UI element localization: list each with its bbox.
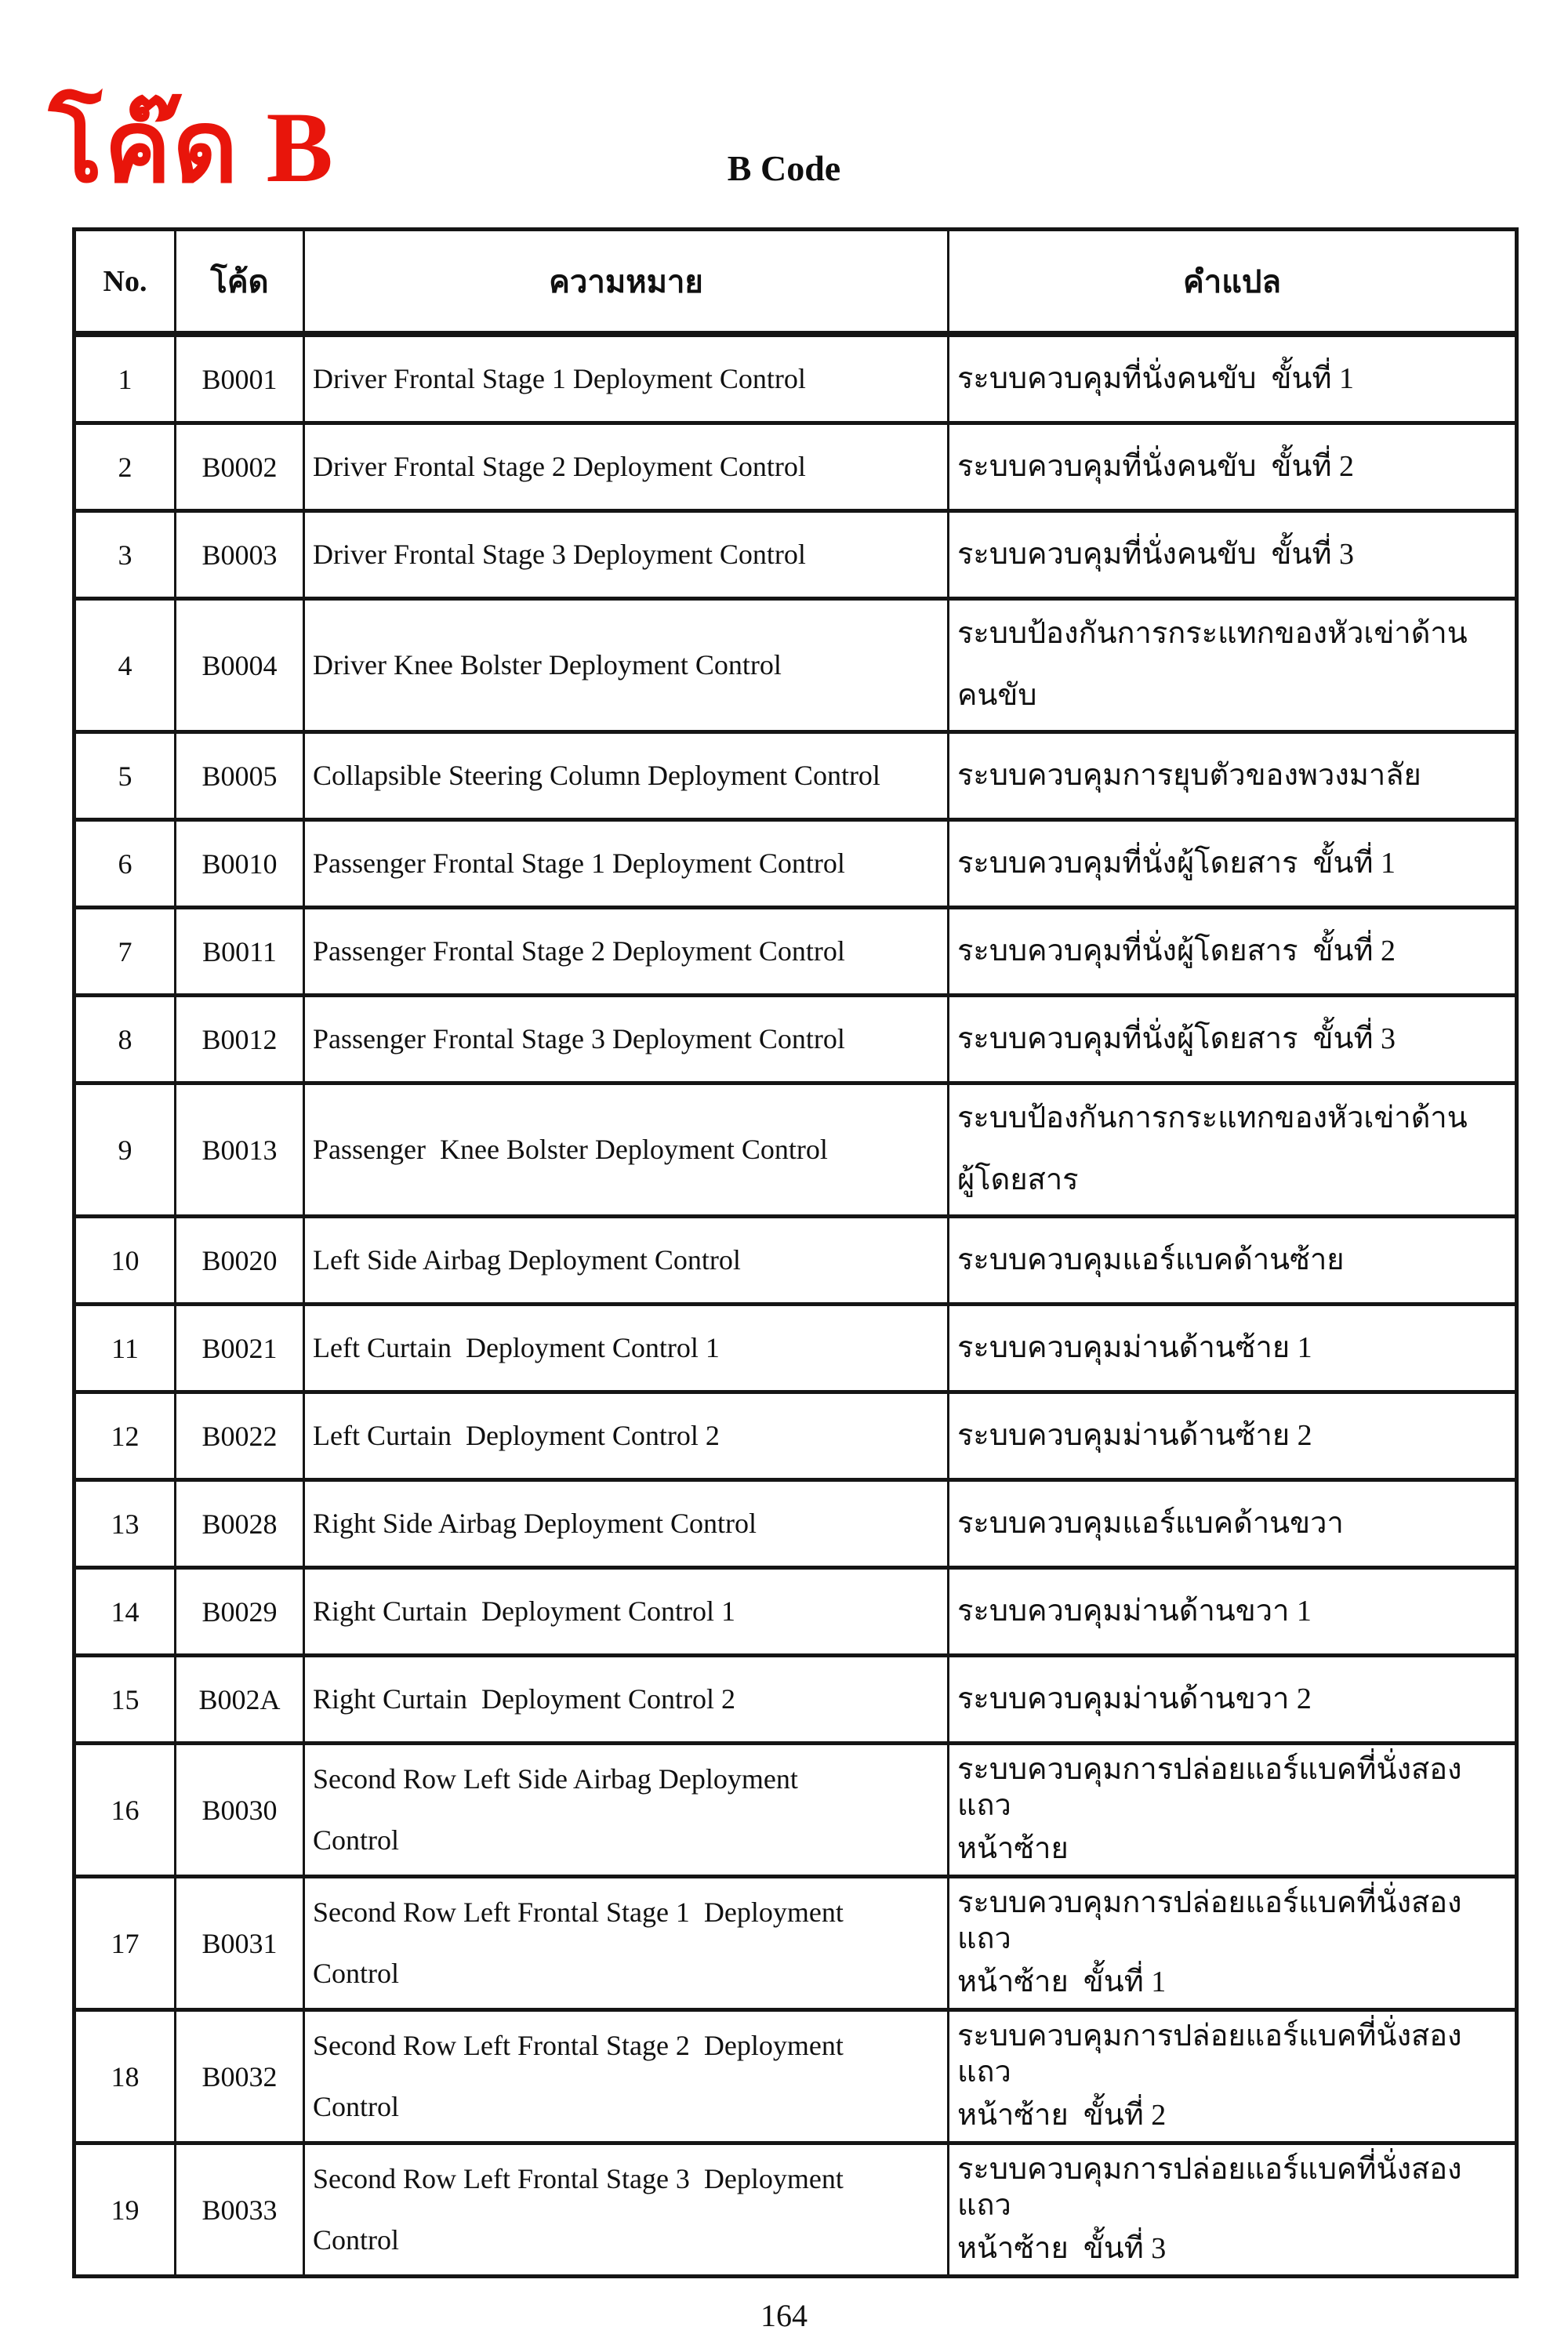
code-cell xyxy=(176,2012,305,2141)
meaning-cell xyxy=(305,1482,949,1566)
code-cell xyxy=(176,1482,305,1566)
code-cell xyxy=(176,1657,305,1741)
meaning-cell xyxy=(305,1878,949,2008)
code-cell xyxy=(176,1570,305,1653)
translation-line: ระบบควบคุมที่นั่งผู้โดยสาร ขั้นที่ 1 xyxy=(957,846,1396,880)
table-row xyxy=(76,1081,1515,1214)
translation-line: ระบบควบคุมม่านด้านซ้าย 1 xyxy=(957,1330,1312,1364)
translation-line: ระบบควบคุมที่นั่งผู้โดยสาร ขั้นที่ 3 xyxy=(957,1022,1396,1055)
code-value: B0013 xyxy=(201,1134,278,1166)
meaning-cell xyxy=(305,909,949,993)
code-value: B0029 xyxy=(201,1595,278,1628)
translation-line: ระบบควบคุมม่านด้านซ้าย 2 xyxy=(957,1418,1312,1452)
row-number: 1 xyxy=(118,363,132,395)
meaning-line: Driver Frontal Stage 1 Deployment Control xyxy=(313,362,806,394)
translation-line: หน้าซ้าย ขั้นที่ 2 xyxy=(957,2099,1167,2132)
table-row xyxy=(76,993,1515,1081)
translation-cell xyxy=(949,1394,1515,1478)
translation-line: ผู้โดยสาร xyxy=(957,1163,1079,1196)
code-value: B0020 xyxy=(201,1244,278,1276)
code-value: B0030 xyxy=(201,1794,278,1826)
header-translation-cell xyxy=(949,231,1515,331)
row-number-cell xyxy=(76,1657,176,1741)
translation-cell xyxy=(949,2012,1515,2141)
meaning-cell xyxy=(305,1745,949,1875)
translation-line: ระบบควบคุมที่นั่งคนขับ ขั้นที่ 1 xyxy=(957,361,1354,395)
code-value: B0001 xyxy=(201,363,278,395)
meaning-line: Collapsible Steering Column Deployment Control xyxy=(313,759,880,791)
code-value: B0003 xyxy=(201,539,278,571)
row-number-cell xyxy=(76,1394,176,1478)
header-meaning-cell xyxy=(305,231,949,331)
code-cell xyxy=(176,1394,305,1478)
table-row xyxy=(76,1653,1515,1741)
translation-cell xyxy=(949,1745,1515,1875)
meaning-cell xyxy=(305,822,949,906)
code-cell xyxy=(176,2145,305,2274)
translation-line: ระบบควบคุมการปล่อยแอร์แบคที่นั่งสองแถว xyxy=(957,2153,1462,2222)
code-cell xyxy=(176,1306,305,1390)
meaning-line: Control xyxy=(313,2224,400,2256)
translation-cell xyxy=(949,997,1515,1081)
meaning-cell xyxy=(305,2145,949,2274)
meaning-cell xyxy=(305,513,949,597)
meaning-line: Second Row Left Frontal Stage 3 Deployment xyxy=(313,2162,844,2194)
table-row xyxy=(76,2141,1515,2274)
meaning-line: Passenger Knee Bolster Deployment Control xyxy=(313,1133,828,1165)
row-number: 15 xyxy=(111,1683,140,1715)
row-number-cell xyxy=(76,2145,176,2274)
row-number: 16 xyxy=(111,1794,140,1826)
meaning-line: Passenger Frontal Stage 1 Deployment Control xyxy=(313,847,845,879)
table-row xyxy=(76,906,1515,993)
row-number: 19 xyxy=(111,2194,140,2226)
row-number-cell xyxy=(76,337,176,421)
code-value: B0033 xyxy=(201,2194,278,2226)
header-meaning-label: ความหมาย xyxy=(549,263,703,299)
translation-line: หน้าซ้าย ขั้นที่ 1 xyxy=(957,1965,1167,1999)
row-number-cell xyxy=(76,734,176,818)
translation-line: คนขับ xyxy=(957,678,1037,712)
meaning-line: Second Row Left Frontal Stage 1 Deployment xyxy=(313,1896,844,1928)
meaning-line: Left Side Airbag Deployment Control xyxy=(313,1243,741,1276)
page-title-thai: โค๊ด B xyxy=(49,92,335,203)
code-cell xyxy=(176,1218,305,1302)
translation-line: ระบบควบคุมม่านด้านขวา 2 xyxy=(957,1682,1312,1715)
header-no-label: No. xyxy=(103,264,147,298)
table-row xyxy=(76,1875,1515,2008)
meaning-cell xyxy=(305,337,949,421)
row-number-cell xyxy=(76,822,176,906)
translation-cell xyxy=(949,601,1515,730)
translation-line: หน้าซ้าย ขั้นที่ 3 xyxy=(957,2232,1167,2266)
table-row xyxy=(76,597,1515,730)
meaning-line: Control xyxy=(313,2091,400,2123)
page-number: 164 xyxy=(760,2298,808,2333)
meaning-line: Driver Frontal Stage 2 Deployment Control xyxy=(313,450,806,482)
translation-line: ระบบควบคุมการปล่อยแอร์แบคที่นั่งสองแถว xyxy=(957,2020,1462,2089)
meaning-cell xyxy=(305,1218,949,1302)
row-number: 4 xyxy=(118,649,132,681)
code-cell xyxy=(176,425,305,509)
row-number: 9 xyxy=(118,1134,132,1166)
row-number-cell xyxy=(76,2012,176,2141)
translation-cell xyxy=(949,909,1515,993)
translation-line: ระบบควบคุมแอร์แบคด้านซ้าย xyxy=(957,1243,1345,1276)
row-number: 17 xyxy=(111,1927,140,1959)
table-row xyxy=(76,818,1515,906)
code-cell xyxy=(176,337,305,421)
translation-line: ระบบควบคุมการยุบตัวของพวงมาลัย xyxy=(957,758,1421,792)
row-number: 14 xyxy=(111,1595,140,1628)
translation-line: ระบบควบคุมการปล่อยแอร์แบคที่นั่งสองแถว xyxy=(957,1753,1462,1822)
row-number-cell xyxy=(76,1306,176,1390)
meaning-cell xyxy=(305,601,949,730)
translation-cell xyxy=(949,1657,1515,1741)
meaning-line: Second Row Left Frontal Stage 2 Deployment xyxy=(313,2029,844,2061)
meaning-line: Left Curtain Deployment Control 2 xyxy=(313,1419,720,1451)
row-number-cell xyxy=(76,425,176,509)
code-value: B0010 xyxy=(201,848,278,880)
translation-cell xyxy=(949,1570,1515,1653)
row-number-cell xyxy=(76,1878,176,2008)
row-number-cell xyxy=(76,997,176,1081)
meaning-line: Passenger Frontal Stage 2 Deployment Control xyxy=(313,935,845,967)
row-number: 6 xyxy=(118,848,132,880)
code-value: B0012 xyxy=(201,1023,278,1055)
code-value: B0002 xyxy=(201,451,278,483)
code-value: B0005 xyxy=(201,760,278,792)
meaning-cell xyxy=(305,1306,949,1390)
row-number-cell xyxy=(76,513,176,597)
code-value: B0028 xyxy=(201,1508,278,1540)
translation-line: ระบบควบคุมการปล่อยแอร์แบคที่นั่งสองแถว xyxy=(957,1886,1462,1955)
translation-cell xyxy=(949,1306,1515,1390)
row-number: 13 xyxy=(111,1508,140,1540)
row-number-cell xyxy=(76,1745,176,1875)
header-code-label: โค้ด xyxy=(210,263,269,299)
meaning-cell xyxy=(305,1085,949,1214)
row-number: 3 xyxy=(118,539,132,571)
meaning-line: Right Curtain Deployment Control 1 xyxy=(313,1595,735,1627)
table-row xyxy=(76,1478,1515,1566)
translation-line: ระบบควบคุมแอร์แบคด้านขวา xyxy=(957,1506,1344,1540)
translation-cell xyxy=(949,337,1515,421)
translation-line: ระบบป้องกันการกระแทกของหัวเข่าด้าน xyxy=(957,617,1468,651)
table-row xyxy=(76,1390,1515,1478)
code-cell xyxy=(176,909,305,993)
translation-cell xyxy=(949,2145,1515,2274)
translation-line: หน้าซ้าย xyxy=(957,1832,1069,1866)
code-value: B0031 xyxy=(201,1927,278,1959)
meaning-line: Driver Frontal Stage 3 Deployment Control xyxy=(313,538,806,570)
table-row xyxy=(76,421,1515,509)
translation-cell xyxy=(949,1878,1515,2008)
row-number-cell xyxy=(76,1218,176,1302)
code-value: B002A xyxy=(198,1683,281,1715)
table-row xyxy=(76,1741,1515,1875)
meaning-line: Passenger Frontal Stage 3 Deployment Control xyxy=(313,1022,845,1054)
table-row xyxy=(76,1566,1515,1653)
code-cell xyxy=(176,997,305,1081)
row-number: 7 xyxy=(118,935,132,967)
b-code-table xyxy=(72,227,1519,2278)
meaning-cell xyxy=(305,734,949,818)
code-cell xyxy=(176,601,305,730)
meaning-cell xyxy=(305,2012,949,2141)
table-header-row xyxy=(76,231,1515,333)
header-no-cell xyxy=(76,231,176,331)
translation-cell xyxy=(949,1482,1515,1566)
row-number: 2 xyxy=(118,451,132,483)
translation-cell xyxy=(949,425,1515,509)
row-number: 11 xyxy=(111,1332,139,1364)
table-row xyxy=(76,730,1515,818)
row-number: 10 xyxy=(111,1244,140,1276)
row-number-cell xyxy=(76,909,176,993)
header-translation-label: คำแปล xyxy=(1183,263,1281,299)
meaning-cell xyxy=(305,1394,949,1478)
code-cell xyxy=(176,734,305,818)
meaning-line: Right Side Airbag Deployment Control xyxy=(313,1507,757,1539)
translation-cell xyxy=(949,822,1515,906)
code-cell xyxy=(176,822,305,906)
table-row xyxy=(76,2008,1515,2141)
translation-cell xyxy=(949,734,1515,818)
meaning-cell xyxy=(305,997,949,1081)
table-row xyxy=(76,1214,1515,1302)
translation-line: ระบบควบคุมม่านด้านขวา 1 xyxy=(957,1594,1312,1628)
row-number-cell xyxy=(76,1482,176,1566)
table-row xyxy=(76,333,1515,421)
table-row xyxy=(76,1302,1515,1390)
row-number-cell xyxy=(76,1570,176,1653)
code-value: B0021 xyxy=(201,1332,278,1364)
table-row xyxy=(76,509,1515,597)
code-value: B0011 xyxy=(202,935,277,967)
translation-line: ระบบป้องกันการกระแทกของหัวเข่าด้าน xyxy=(957,1102,1468,1135)
meaning-line: Right Curtain Deployment Control 2 xyxy=(313,1682,735,1715)
meaning-line: Driver Knee Bolster Deployment Control xyxy=(313,648,782,681)
page-title-english: B Code xyxy=(727,148,841,188)
code-cell xyxy=(176,1745,305,1875)
translation-line: ระบบควบคุมที่นั่งคนขับ ขั้นที่ 2 xyxy=(957,449,1354,483)
translation-cell xyxy=(949,513,1515,597)
meaning-cell xyxy=(305,1657,949,1741)
row-number-cell xyxy=(76,601,176,730)
translation-cell xyxy=(949,1085,1515,1214)
code-value: B0022 xyxy=(201,1420,278,1452)
row-number: 18 xyxy=(111,2060,140,2092)
code-cell xyxy=(176,513,305,597)
translation-line: ระบบควบคุมที่นั่งคนขับ ขั้นที่ 3 xyxy=(957,537,1354,571)
row-number-cell xyxy=(76,1085,176,1214)
translation-cell xyxy=(949,1218,1515,1302)
meaning-line: Control xyxy=(313,1824,400,1857)
meaning-line: Left Curtain Deployment Control 1 xyxy=(313,1331,720,1363)
meaning-cell xyxy=(305,1570,949,1653)
meaning-line: Control xyxy=(313,1958,400,1990)
header-code-cell xyxy=(176,231,305,331)
meaning-line: Second Row Left Side Airbag Deployment xyxy=(313,1762,798,1795)
meaning-cell xyxy=(305,425,949,509)
code-value: B0032 xyxy=(201,2060,278,2092)
translation-line: ระบบควบคุมที่นั่งผู้โดยสาร ขั้นที่ 2 xyxy=(957,934,1396,967)
code-cell xyxy=(176,1878,305,2008)
row-number: 5 xyxy=(118,760,132,792)
code-value: B0004 xyxy=(201,649,278,681)
row-number: 12 xyxy=(111,1420,140,1452)
code-cell xyxy=(176,1085,305,1214)
row-number: 8 xyxy=(118,1023,132,1055)
